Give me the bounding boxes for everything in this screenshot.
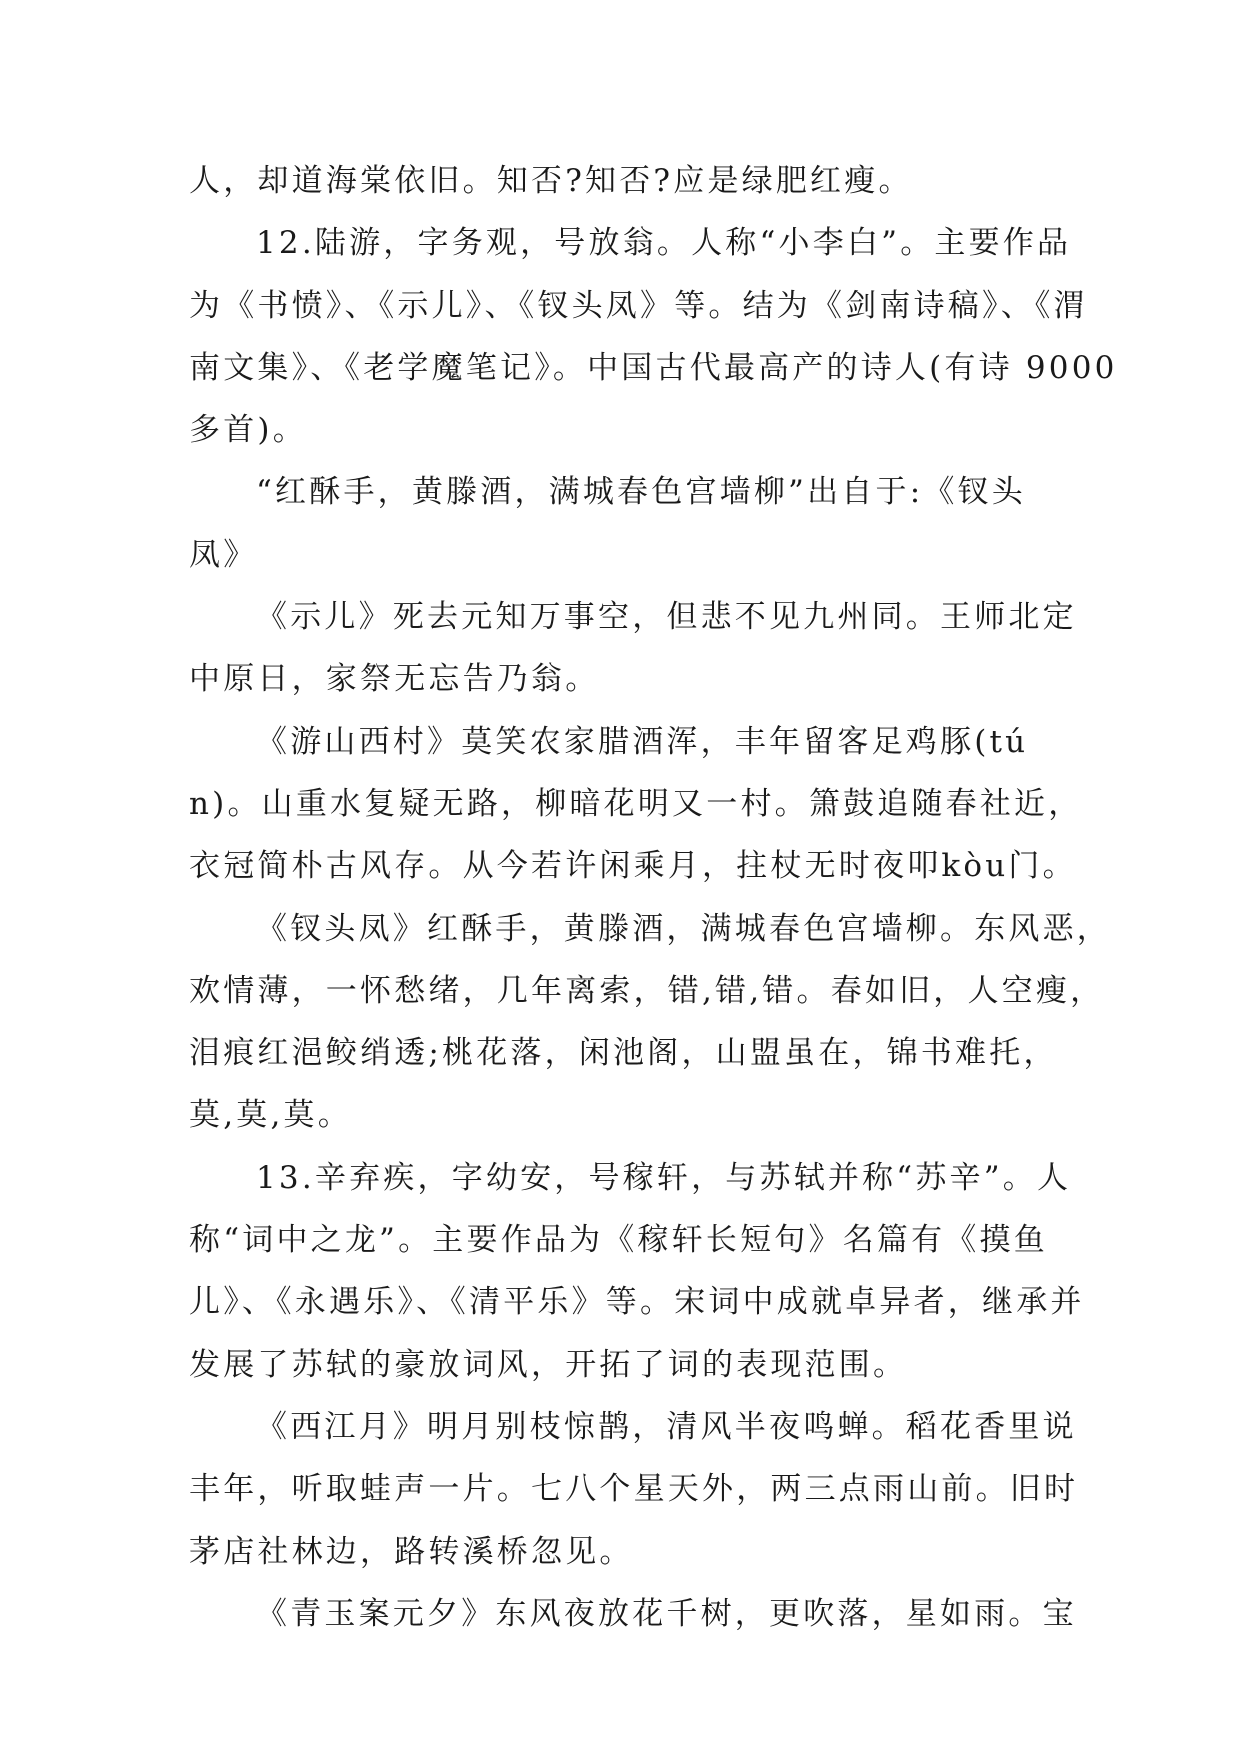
poem-qing-yu-an: 《青玉案元夕》东风夜放花千树，更吹落，星如雨。宝 [256,1595,1077,1632]
text-line: 多首)。 [189,412,307,449]
text-line: 泪痕红浥鲛绡透;桃花落，闲池阁，山盟虽在，锦书难托， [189,1035,1058,1072]
paragraph-xin-qi-ji: 13.辛弃疾，字幼安，号稼轩，与苏轼并称“苏辛”。人 [256,1159,1072,1196]
poem-shi-er: 《示儿》死去元知万事空，但悲不见九州同。王师北定 [256,599,1077,636]
text-line: n)。山重水复疑无路，柳暗花明又一村。箫鼓追随春社近， [189,785,1083,822]
text-line: 南文集》、《老学魔笔记》。中国古代最高产的诗人(有诗 9000 [189,349,1118,386]
poem-xi-jiang-yue: 《西江月》明月别枝惊鹊，清风半夜鸣蝉。稻花香里说 [256,1408,1077,1445]
document-page [189,150,1118,1645]
text-line: 中原日，家祭无忘告乃翁。 [189,661,600,698]
text-line: 茅店社林边，路转溪桥忽见。 [189,1533,634,1570]
text-line: 衣冠简朴古风存。从今若许闲乘月，拄杖无时夜叩kòu门。 [189,848,1077,885]
text-line: 莫,莫,莫。 [189,1097,352,1134]
poem-you-shan-xi-cun: 《游山西村》莫笑农家腊酒浑，丰年留客足鸡豚(tú [256,723,1029,760]
paragraph-lu-you: 12.陆游，字务观，号放翁。人称“小李白”。主要作品 [256,225,1072,262]
text-line: 丰年，听取蛙声一片。七八个星天外，两三点雨山前。旧时 [189,1471,1079,1508]
text-line: 称“词中之龙”。主要作品为《稼轩长短句》名篇有《摸鱼 [189,1222,1048,1259]
text-line: 为《书愤》、《示儿》、《钗头凤》等。结为《剑南诗稿》、《渭 [189,287,1088,324]
text-line: 欢情薄，一怀愁绪，几年离索，错,错,错。春如旧，人空瘦， [189,972,1105,1009]
paragraph-quote-source: “红酥手，黄滕酒，满城春色宫墙柳”出自于:《钗头 [256,474,1026,511]
text-line: 凤》 [189,536,258,573]
text-line: 儿》、《永遇乐》、《清平乐》等。宋词中成就卓异者，继承并 [189,1284,1085,1321]
text-line: 发展了苏轼的豪放词风，开拓了词的表现范围。 [189,1346,908,1383]
poem-chai-tou-feng: 《钗头凤》红酥手，黄滕酒，满城春色宫墙柳。东风恶， [256,910,1111,947]
text-line: 人，却道海棠依旧。知否?知否?应是绿肥红瘦。 [189,163,913,199]
